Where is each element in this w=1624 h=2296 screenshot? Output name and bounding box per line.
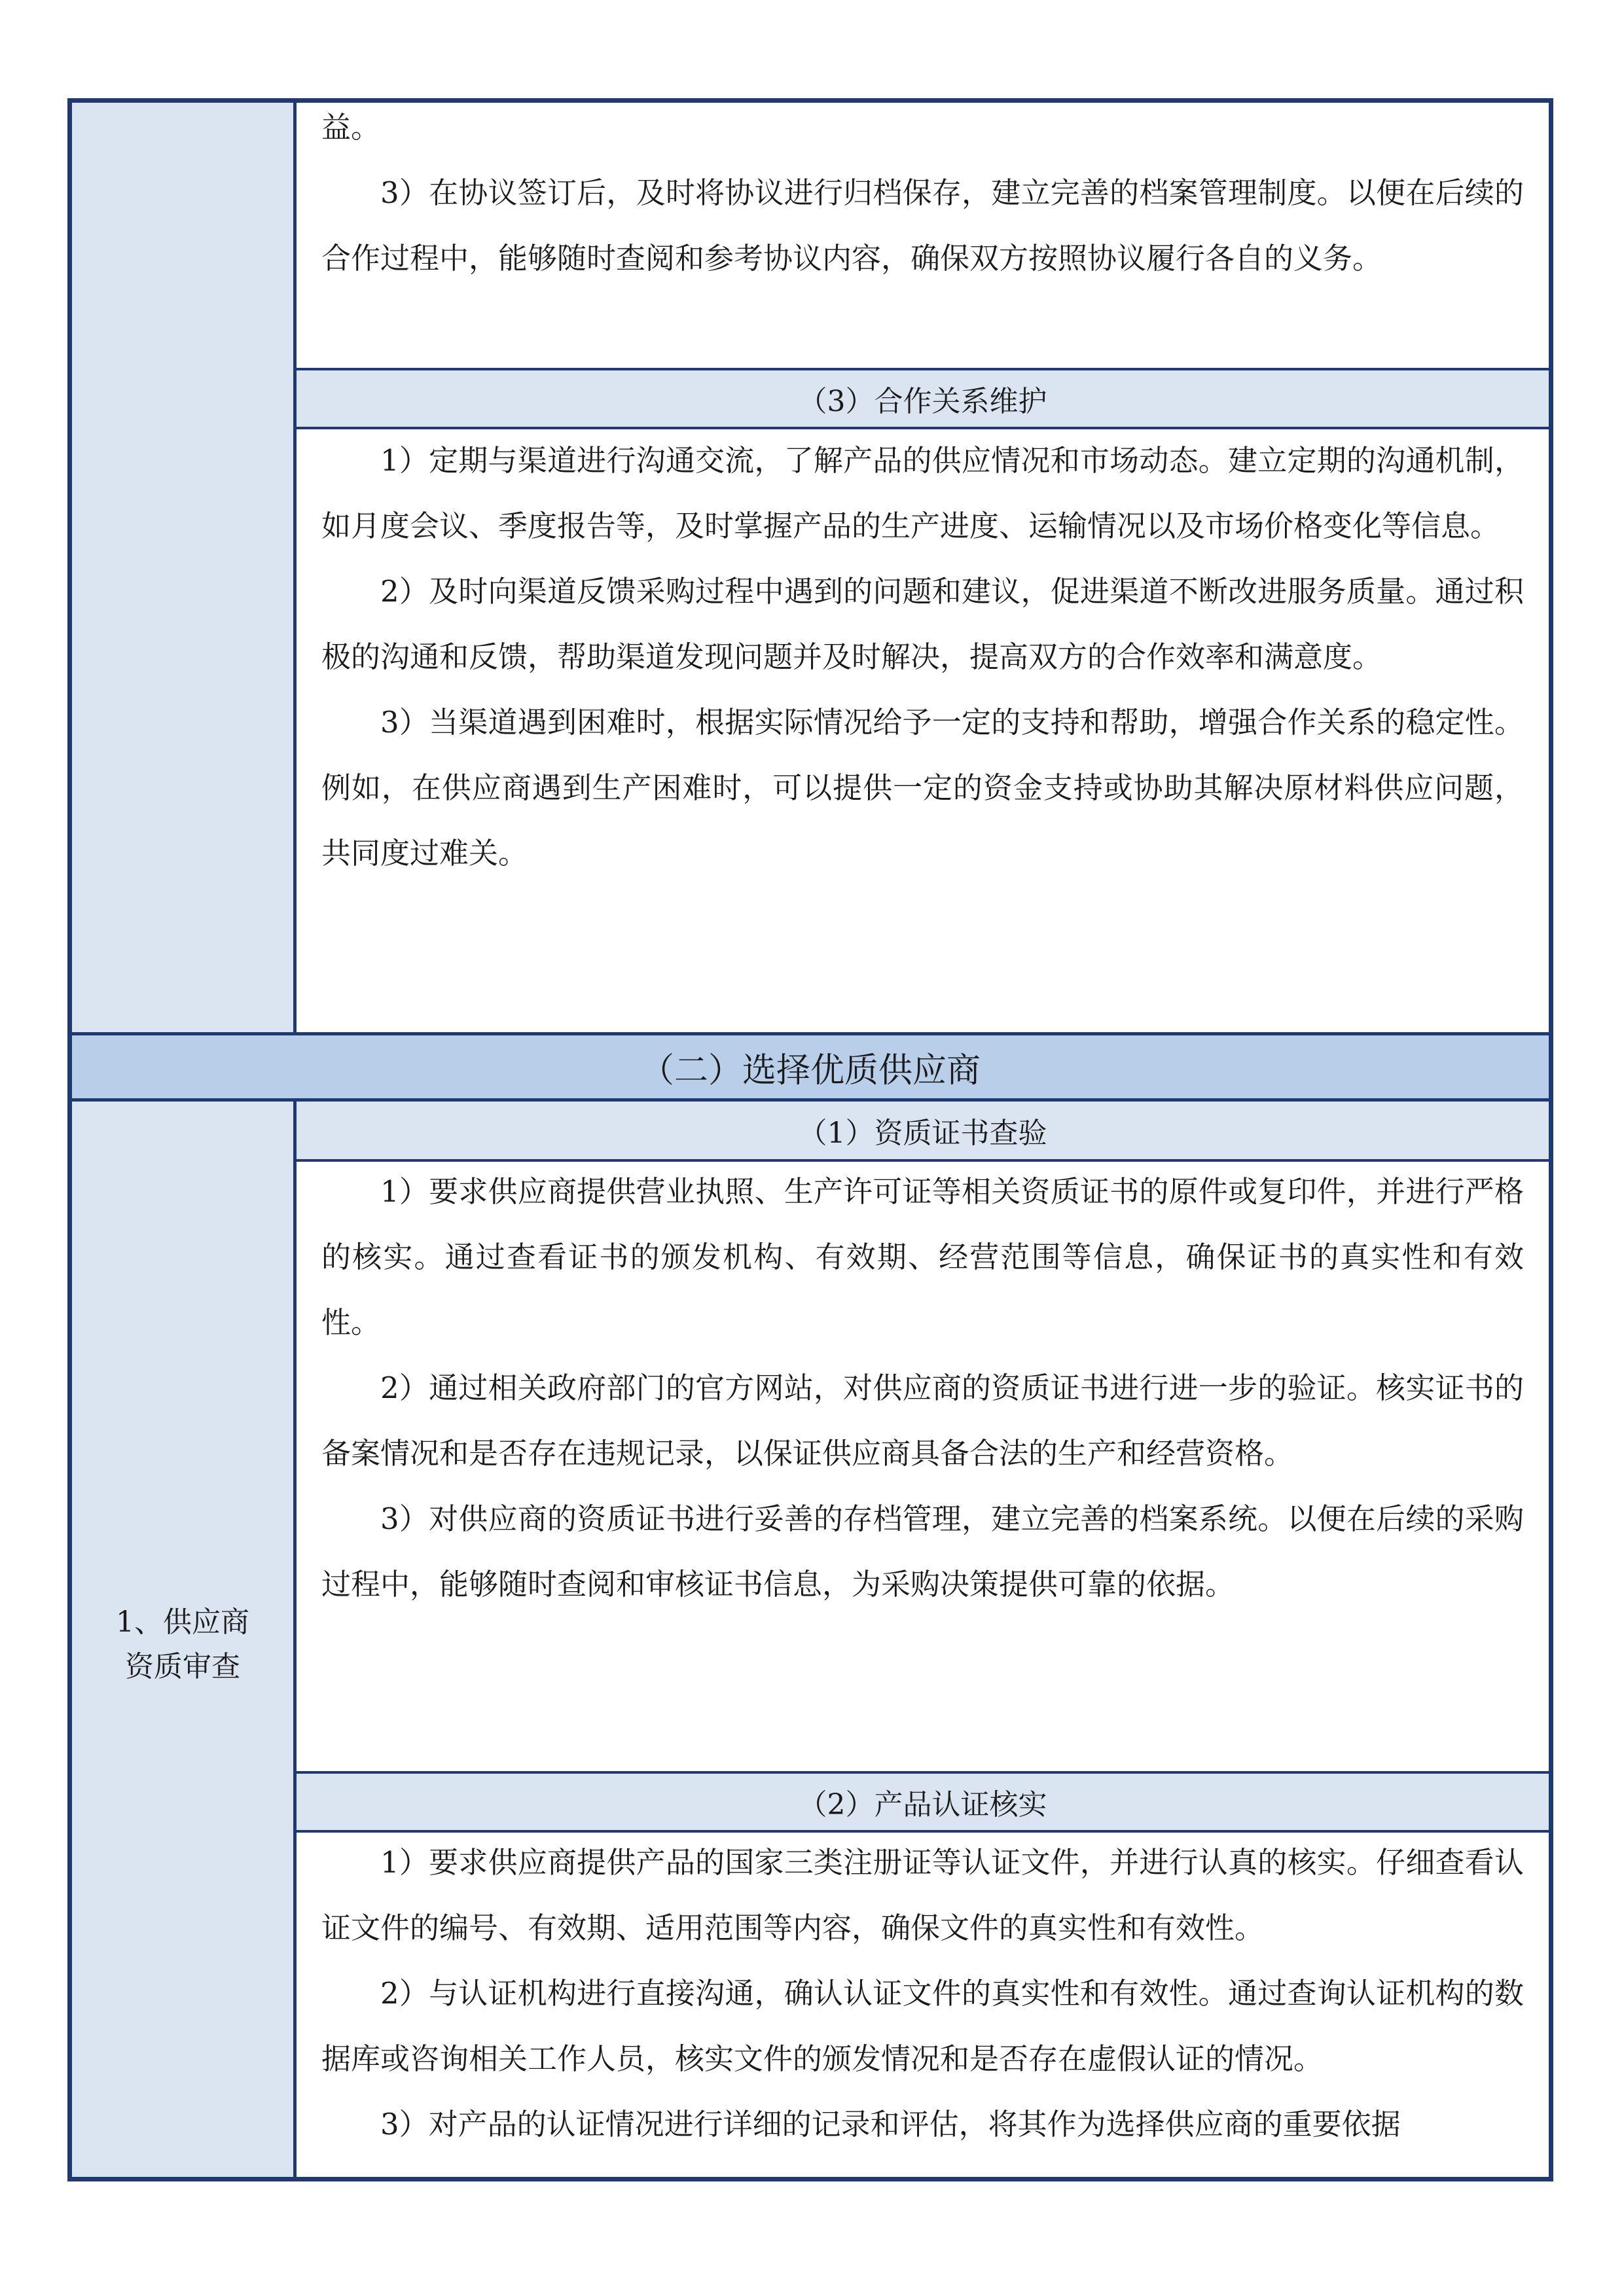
document-table [67,98,1553,2181]
content-cell [297,1102,1549,2181]
paragraph: 3）对供应商的资质证书进行妥善的存档管理，建立完善的档案系统。以便在后续的采购过程中，能够随时查阅和审核证书信息，为采购决策提供可靠的依据。 [321,1501,1524,1602]
agreement-text-cell [297,103,1549,371]
subheading-cooperation [297,368,1549,429]
section-title: （二）选择优质供应商 [640,1050,981,1090]
table-row-qualification [72,1102,1549,2181]
left-label: 1、供应商资质审查 [116,1605,249,1683]
content-cell [297,103,1549,1035]
paragraph: 3）当渠道遇到困难时，根据实际情况给予一定的支持和帮助，增强合作关系的稳定性。例如，在供应商遇到生产困难时，可以提供一定的资金支持或协助其解决原材料供应问题，共同度过难关。 [321,705,1524,870]
cooperation-text-cell [297,429,1549,1035]
table-row-cooperation [72,103,1549,1035]
subheading-text: （1）资质证书查验 [798,1117,1047,1150]
continuation-text: 益。 [321,110,381,145]
left-label-cell [72,103,297,1035]
paragraph: 1）要求供应商提供营业执照、生产许可证等相关资质证书的原件或复印件，并进行严格的核实。通过查看证书的颁发机构、有效期、经营范围等信息，确保证书的真实性和有效性。 [321,1174,1524,1340]
paragraph: 3）在协议签订后，及时将协议进行归档保存，建立完善的档案管理制度。以便在后续的合作过程中，能够随时查阅和参考协议内容，确保双方按照协议履行各自的义务。 [321,175,1524,276]
product-cert-text-cell [297,1833,1549,2181]
subheading-certificate [297,1102,1549,1162]
section-title-row [72,1032,1549,1102]
subheading-text: （3）合作关系维护 [798,385,1047,418]
paragraph: 3）对产品的认证情况进行详细的记录和评估，将其作为选择供应商的重要依据 [380,2107,1401,2142]
left-label-cell [72,1102,297,2181]
subheading-text: （2）产品认证核实 [798,1788,1047,1821]
paragraph: 2）及时向渠道反馈采购过程中遇到的问题和建议，促进渠道不断改进服务质量。通过积极的沟通和反馈，帮助渠道发现问题并及时解决，提高双方的合作效率和满意度。 [321,574,1524,674]
paragraph: 2）通过相关政府部门的官方网站，对供应商的资质证书进行进一步的验证。核实证书的备案情况和是否存在违规记录，以保证供应商具备合法的生产和经营资格。 [321,1371,1524,1471]
paragraph: 1）要求供应商提供产品的国家三类注册证等认证文件，并进行认真的核实。仔细查看认证文件的编号、有效期、适用范围等内容，确保文件的真实性和有效性。 [321,1845,1524,1945]
subheading-product-cert [297,1771,1549,1833]
paragraph: 1）定期与渠道进行沟通交流，了解产品的供应情况和市场动态。建立定期的沟通机制，如月度会议、季度报告等，及时掌握产品的生产进度、运输情况以及市场价格变化等信息。 [321,443,1524,543]
paragraph: 2）与认证机构进行直接沟通，确认认证文件的真实性和有效性。通过查询认证机构的数据库或咨询相关工作人员，核实文件的颁发情况和是否存在虚假认证的情况。 [321,1976,1524,2076]
certificate-text-cell [297,1162,1549,1774]
